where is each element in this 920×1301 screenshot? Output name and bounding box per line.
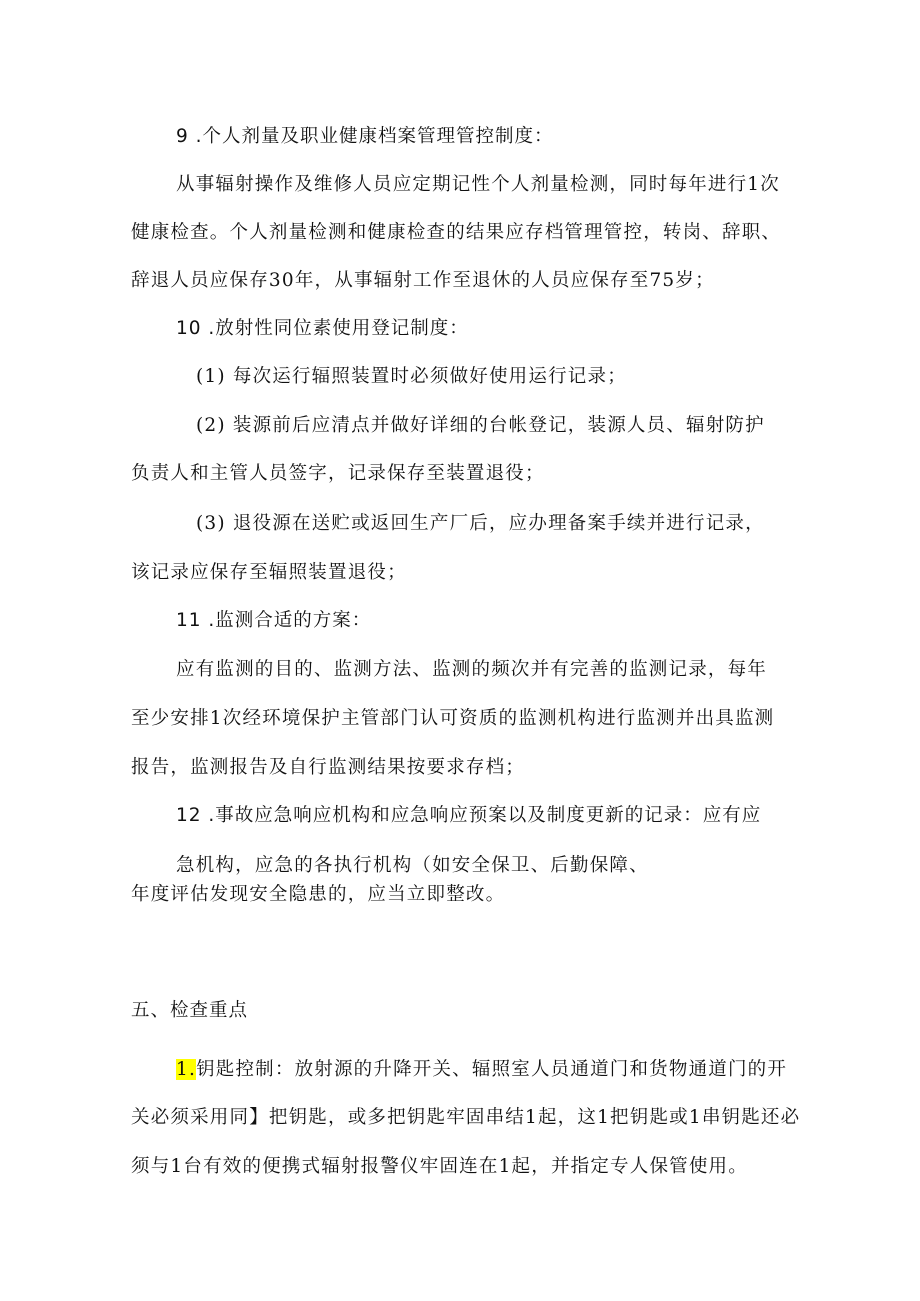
list-item: (1) 每次运行辐照装置时必须做好使用运行记录； <box>196 366 627 387</box>
paragraph-text: 钥匙控制：放射源的升降开关、辐照室人员通道门和货物通道门的开 <box>196 1059 788 1080</box>
paragraph-line: 健康检查。个人剂量检测和健康检查的结果应存档管理管控，转岗、辞职、 <box>131 222 782 243</box>
section-11-heading: 11 .监测合适的方案： <box>176 610 372 631</box>
key-control-line <box>176 1057 787 1083</box>
paragraph-line: 年度评估发现安全隐患的，应当立即整改。 <box>131 884 506 905</box>
paragraph-line: 从事辐射操作及维修人员应定期记性个人剂量检测，同时每年进行1次 <box>176 174 780 195</box>
list-item: (2) 装源前后应清点并做好详细的台帐登记，装源人员、辐射防护 <box>196 415 765 436</box>
paragraph-line: 须与1台有效的便携式辐射报警仪牢固连在1起，并指定专人保管使用。 <box>131 1156 748 1177</box>
highlighted-item-number: 1. <box>176 1059 197 1080</box>
list-item: (3) 退役源在送贮或返回生产厂后，应办理备案手续并进行记录， <box>196 513 765 534</box>
section-9-heading: 9 .个人剂量及职业健康档案管理管控制度： <box>176 126 554 147</box>
paragraph-line: 应有监测的目的、监测方法、监测的频次并有完善的监测记录，每年 <box>176 659 768 680</box>
paragraph-line: 该记录应保存至辐照装置退役； <box>131 562 407 583</box>
paragraph-line: 报告，监测报告及自行监测结果按要求存档； <box>131 757 526 778</box>
section-12-heading: 12 .事故应急响应机构和应急响应预案以及制度更新的记录：应有应 <box>176 805 762 826</box>
paragraph-line: 辞退人员应保存30年，从事辐射工作至退休的人员应保存至75岁； <box>131 270 715 291</box>
paragraph-line: 关必须采用同】把钥匙，或多把钥匙牢固串结1起，这1把钥匙或1串钥匙还必 <box>131 1107 801 1128</box>
section-5-title: 五、检查重点 <box>131 1000 249 1021</box>
paragraph-line: 急机构，应急的各执行机构（如安全保卫、后勤保障、 <box>176 855 649 876</box>
paragraph-line: 至少安排1次经环境保护主管部门认可资质的监测机构进行监测并出具监测 <box>131 708 775 729</box>
paragraph-line: 负责人和主管人员签字，记录保存至装置退役； <box>131 463 545 484</box>
section-10-heading: 10 .放射性同位素使用登记制度： <box>176 318 469 339</box>
